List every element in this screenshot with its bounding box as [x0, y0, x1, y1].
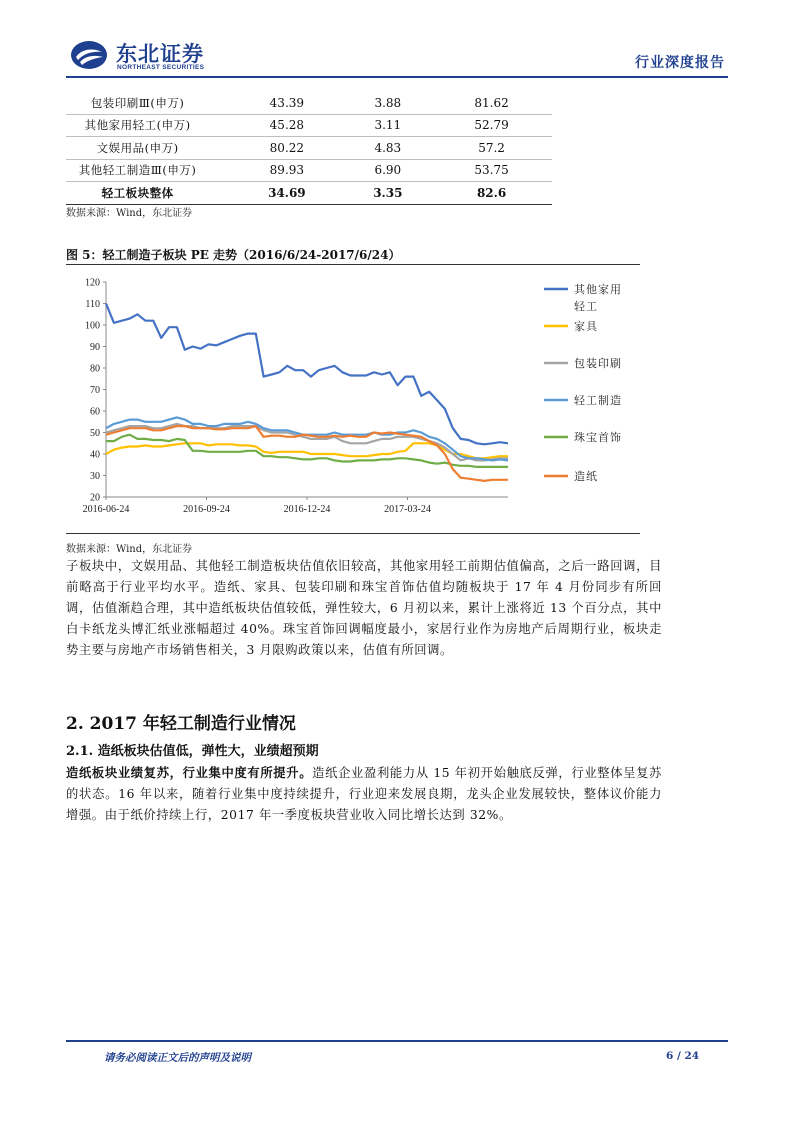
x-tick-label: 2016-06-24	[82, 504, 130, 515]
table-row	[66, 92, 552, 114]
legend-label: 轻工制造	[574, 394, 622, 407]
subsection-heading: 2.1. 造纸板块估值低，弹性大，业绩超预期	[66, 744, 319, 759]
y-tick-label: 40	[90, 449, 100, 461]
y-tick-label: 50	[90, 428, 100, 439]
series-line-0	[106, 304, 508, 445]
legend-label: 包装印刷	[574, 357, 622, 370]
x-tick-label: 2016-09-24	[183, 504, 230, 515]
table-cell-value: 34.69	[209, 182, 344, 205]
y-tick-label: 70	[90, 385, 100, 396]
table-cell-name: 其他家用轻工(申万)	[66, 114, 209, 137]
table-cell-name: 文娱用品(申万)	[66, 137, 209, 160]
y-tick-label: 30	[90, 471, 100, 482]
table-cell-name: 其他轻工制造Ⅲ(申万)	[66, 159, 209, 182]
table-row	[66, 137, 552, 160]
legend-label: 造纸	[574, 470, 598, 483]
valuation-table	[66, 92, 552, 205]
table-cell-value: 57.2	[431, 137, 552, 160]
table-cell-value: 4.83	[345, 137, 432, 160]
report-type-label: 行业深度报告	[635, 55, 725, 71]
legend-label: 家具	[574, 320, 598, 333]
table-row	[66, 114, 552, 137]
table-cell-value: 3.88	[345, 92, 432, 114]
x-tick-label: 2016-12-24	[283, 504, 331, 515]
paragraph-lead: 造纸板块业绩复苏，行业集中度有所提升。	[66, 765, 313, 780]
pe-trend-chart	[66, 266, 640, 532]
table-cell-name: 包装印刷Ⅲ(申万)	[66, 92, 209, 114]
x-tick-label: 2017-03-24	[384, 504, 431, 515]
y-tick-label: 120	[85, 277, 100, 289]
page-number: 6 / 24	[666, 1050, 700, 1062]
table-cell-value: 81.62	[431, 92, 552, 114]
table-cell-value: 6.90	[345, 159, 432, 182]
table-cell-value: 3.35	[345, 182, 432, 205]
y-tick-label: 60	[90, 406, 100, 418]
table-cell-value: 52.79	[431, 114, 552, 137]
y-tick-label: 110	[85, 299, 100, 310]
brand-name-cn: 东北证券	[116, 42, 204, 66]
footer-divider	[66, 1040, 728, 1042]
table-cell-value: 80.22	[209, 137, 344, 160]
legend-label: 其他家用	[574, 283, 622, 296]
y-tick-label: 100	[85, 320, 100, 332]
table-cell-name: 轻工板块整体	[66, 182, 209, 205]
table-cell-value: 53.75	[431, 159, 552, 182]
section-heading: 2. 2017 年轻工制造行业情况	[66, 714, 296, 734]
y-tick-label: 80	[90, 363, 100, 375]
paragraph-body: 造纸企业盈利能力从 15 年初开始触底反弹，行业整体呈复苏的状态。16 年以来，随着行业集中度持续提升，行业迎来发展良期，龙头企业发展较快，整体议价能力增强。由于纸价持续上行，2017 年一季度板块营业收入同比增长达到 32%。	[66, 766, 662, 822]
figure-bottom-rule	[66, 533, 640, 534]
legend-label-cont: 轻工	[574, 300, 598, 313]
brand-logo-icon	[70, 40, 108, 70]
disclaimer-link: 请务必阅读正文后的声明及说明	[104, 1052, 251, 1064]
y-tick-label: 90	[90, 342, 100, 353]
legend-label: 珠宝首饰	[574, 431, 622, 444]
table-source-note: 数据来源：Wind，东北证券	[66, 208, 193, 219]
body-paragraph-2	[66, 762, 662, 826]
body-paragraph: 子板块中，文娱用品、其他轻工制造板块估值依旧较高，其他家用轻工前期估值偏高，之后一路回调，目前略高于行业平均水平。造纸、家具、包装印刷和珠宝首饰估值均随板块于 17 年 4 月份同步有所回调，估值渐趋合理，其中造纸板块估值较低，弹性较大，6 月初以来，累计上涨将近 13 个百分点，其中白卡纸龙头博汇纸业涨幅超过 40%。珠宝首饰回调幅度最小，家居行业作为房地产后周期行业，板块走势主要与房地产市场销售相关，3 月限购政策以来，估值有所回调。	[66, 559, 662, 657]
y-tick-label: 20	[90, 492, 100, 504]
table-cell-value: 43.39	[209, 92, 344, 114]
table-cell-value: 82.6	[431, 182, 552, 205]
table-cell-value: 45.28	[209, 114, 344, 137]
table-row	[66, 182, 552, 205]
table-cell-value: 89.93	[209, 159, 344, 182]
figure-source-note: 数据来源：Wind，东北证券	[66, 544, 193, 555]
table-cell-value: 3.11	[345, 114, 432, 137]
header-divider	[66, 76, 728, 78]
figure-title: 图 5：轻工制造子板块 PE 走势（2016/6/24-2017/6/24）	[66, 248, 401, 262]
figure-top-rule	[66, 264, 640, 265]
table-row	[66, 159, 552, 182]
brand-name-en: NORTHEAST SECURITIES	[117, 64, 205, 71]
